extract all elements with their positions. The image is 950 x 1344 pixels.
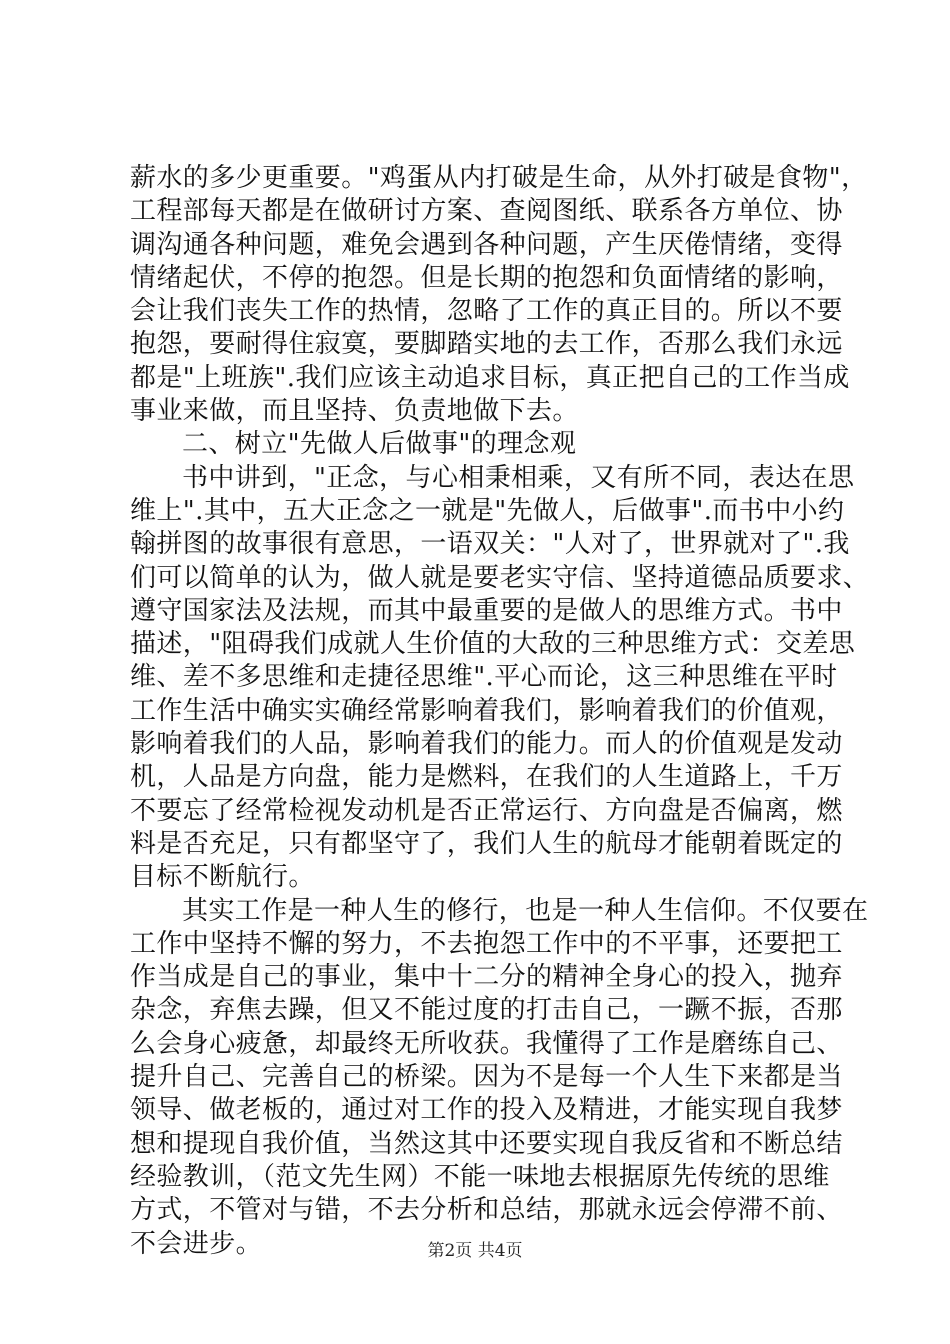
text-line: 机，人品是方向盘，能力是燃料，在我们的人生道路上，千万 — [130, 762, 843, 793]
document-body — [130, 162, 870, 1261]
text-line: 维上".其中，五大正念之一就是"先做人，后做事".而书中小约 — [130, 495, 845, 526]
page-number-footer: 第2页 共4页 — [427, 1241, 523, 1261]
text-line: 想和提现自我价值，当然这其中还要实现自我反省和不断总结 — [130, 1128, 843, 1159]
text-line: 调沟通各种问题，难免会遇到各种问题，产生厌倦情绪，变得 — [130, 229, 843, 260]
text-line: 抱怨，要耐得住寂寞，要脚踏实地的去工作，否那么我们永远 — [130, 329, 843, 360]
text-line: 工作生活中确实实确经常影响着我们，影响着我们的价值观， — [130, 695, 843, 726]
text-line: 书中讲到，"正念，与心相秉相乘，又有所不同，表达在思 — [182, 462, 855, 493]
text-line: 工程部每天都是在做研讨方案、查阅图纸、联系各方单位、协 — [130, 196, 843, 227]
text-line: 不会进步。 — [130, 1228, 263, 1259]
text-line: 会让我们丧失工作的热情，忽略了工作的真正目的。所以不要 — [130, 296, 843, 327]
text-line: 么会身心疲惫，却最终无所收获。我懂得了工作是磨练自己、 — [130, 1028, 843, 1059]
text-line: 不要忘了经常检视发动机是否正常运行、方向盘是否偏离，燃 — [130, 795, 843, 826]
text-line: 维、差不多思维和走捷径思维".平心而论，这三种思维在平时 — [130, 662, 838, 693]
text-line: 作当成是自己的事业，集中十二分的精神全身心的投入，抛弃 — [130, 962, 843, 993]
text-line: 领导、做老板的，通过对工作的投入及精进，才能实现自我梦 — [130, 1095, 843, 1126]
text-line: 目标不断航行。 — [130, 862, 315, 893]
text-line: 料是否充足，只有都坚守了，我们人生的航母才能朝着既定的 — [130, 828, 843, 859]
text-line: 描述，"阻碍我们成就人生价值的大敌的三种思维方式：交差思 — [130, 629, 856, 660]
text-line: 影响着我们的人品，影响着我们的能力。而人的价值观是发动 — [130, 729, 843, 760]
text-line: 其实工作是一种人生的修行，也是一种人生信仰。不仅要在 — [182, 895, 869, 926]
text-line: 经验教训，（范文先生网）不能一味地去根据原先传统的思维 — [130, 1161, 830, 1192]
section-heading: 二、树立"先做人后做事"的理念观 — [182, 429, 577, 460]
text-line: 事业来做，而且坚持、负责地做下去。 — [130, 396, 579, 427]
text-line: 方式，不管对与错，不去分析和总结，那就永远会停滞不前、 — [130, 1195, 843, 1226]
text-line: 提升自己、完善自己的桥梁。因为不是每一个人生下来都是当 — [130, 1062, 843, 1093]
text-line: 翰拼图的故事很有意思，一语双关："人对了，世界就对了".我 — [130, 529, 850, 560]
text-line: 工作中坚持不懈的努力，不去抱怨工作中的不平事，还要把工 — [130, 928, 843, 959]
text-line: 遵守国家法及法规，而其中最重要的是做人的思维方式。书中 — [130, 595, 843, 626]
text-line: 杂念，弃焦去躁，但又不能过度的打击自己，一蹶不振，否那 — [130, 995, 843, 1026]
text-line: 薪水的多少更重要。"鸡蛋从内打破是生命，从外打破是食物"， — [130, 163, 868, 193]
text-line: 情绪起伏，不停的抱怨。但是长期的抱怨和负面情绪的影响， — [130, 262, 843, 293]
text-line: 都是"上班族".我们应该主动追求目标，真正把自己的工作当成 — [130, 362, 850, 393]
text-line: 们可以简单的认为，做人就是要老实守信、坚持道德品质要求、 — [130, 562, 870, 593]
